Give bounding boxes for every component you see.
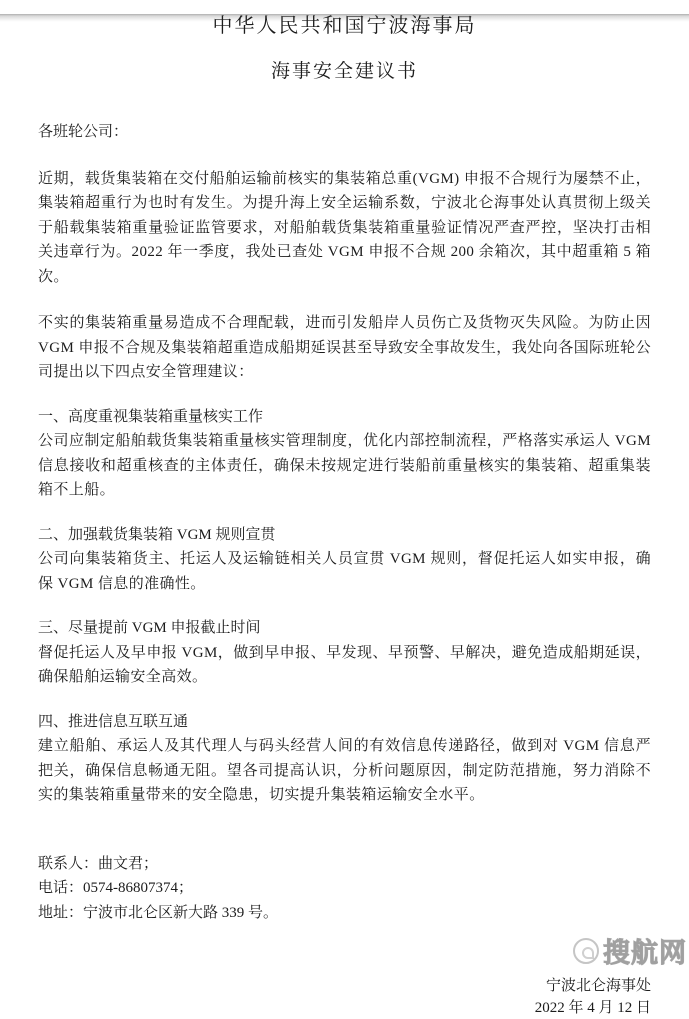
item-heading: 二、加强载货集装箱 VGM 规则宣贯	[38, 526, 276, 543]
item-body: 公司向集装箱货主、托运人及运输链相关人员宣贯 VGM 规则，督促托运人如实申报，确保 VGM 信息的准确性。	[38, 551, 651, 592]
signature-org: 宁波北仑海事处	[545, 978, 651, 994]
advisory-item-3	[38, 616, 651, 690]
document-page	[0, 14, 689, 1016]
paragraph-intro: 近期，载货集装箱在交付船舶运输前核实的集装箱总重(VGM) 申报不合规行为屡禁不止，集装箱超重行为也时有发生。为提升海上安全运输系数，宁波北仑海事处认真贯彻上级关于船载集装箱重量验证监管要求，对船舶载货集装箱重量验证情况严查严控，坚决打击相关违章行为。2022 年一季度，我处已查处 VGM 申报不合规 200 余箱次，其中超重箱 5 箱次。	[38, 170, 651, 285]
advisory-letter	[0, 14, 689, 1019]
advisory-item-2	[38, 523, 651, 597]
item-body: 督促托运人及早申报 VGM，做到早申报、早发现、早预警、早解决，避免造成船期延误，确保船舶运输安全高效。	[38, 644, 651, 685]
page-title: 中华人民共和国宁波海事局	[212, 15, 477, 37]
contact-person: 联系人：曲文君；	[38, 855, 159, 872]
page-subtitle: 海事安全建议书	[270, 61, 418, 82]
contact-phone: 电话：0574-86807374；	[38, 880, 193, 896]
contact-block	[38, 852, 651, 926]
item-body: 建立船舶、承运人及其代理人与码头经营人间的有效信息传递路径，做到对 VGM 信息严把关，确保信息畅通无阻。望各司提高认识，分析问题原因，制定防范措施，努力消除不实的集装箱重量带来的安全隐患，切实提升集装箱运输安全水平。	[38, 738, 651, 803]
salutation: 各班轮公司：	[38, 124, 129, 140]
advisory-item-1	[38, 405, 651, 503]
watermark-text: 搜航网	[603, 938, 687, 968]
signature-block	[38, 975, 651, 1019]
contact-address: 地址：宁波市北仑区新大路 339 号。	[38, 904, 279, 921]
item-body: 公司应制定船舶载货集装箱重量核实管理制度，优化内部控制流程，严格落实承运人 VGM 信息接收和超重核查的主体责任，确保未按规定进行装船前重量核实的集装箱、超重集装箱不上船。	[38, 433, 651, 498]
advisory-item-4	[38, 710, 651, 808]
item-heading: 三、尽量提前 VGM 申报截止时间	[38, 620, 261, 636]
item-heading: 一、高度重视集装箱重量核实工作	[38, 408, 264, 425]
paragraph-risk: 不实的集装箱重量易造成不合理配载，进而引发船岸人员伤亡及货物灭失风险。为防止因 VGM 申报不合规及集装箱超重造成船期延误甚至导致安全事故发生，我处向各国际班轮公司提出以下四点安全管理建议：	[38, 315, 651, 380]
signature-date: 2022 年 4 月 12 日	[534, 1000, 651, 1016]
item-heading: 四、推进信息互联互通	[38, 713, 189, 730]
